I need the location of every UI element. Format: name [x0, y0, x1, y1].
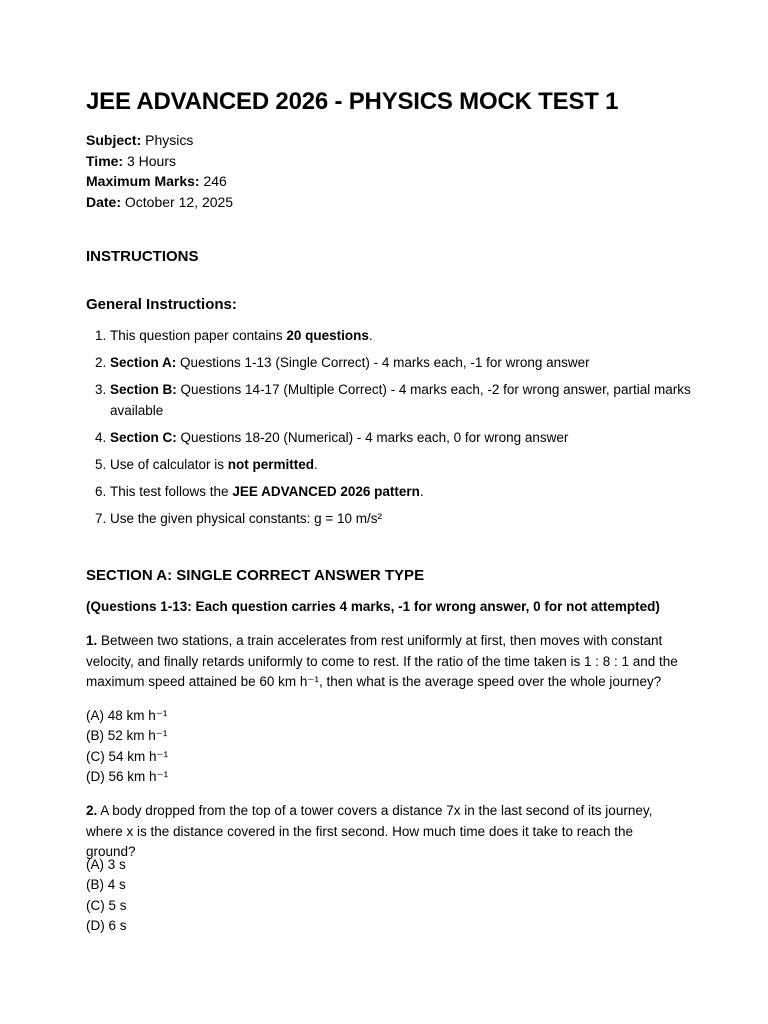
option-c: (C) 5 s	[86, 897, 127, 913]
instruction-item: 5. Use of calculator is not permitted.	[110, 455, 710, 476]
instruction-item: 4. Section C: Questions 18-20 (Numerical) - 4 marks each, 0 for wrong answer	[110, 428, 710, 449]
meta-time	[86, 151, 176, 171]
meta-time-label: Time:	[86, 152, 124, 169]
meta-subject-value: Physics	[141, 132, 194, 148]
instruction-item: 7. Use the given physical constants: g = 10 m/s²	[110, 509, 710, 530]
instruction-item: 1. This question paper contains 20 questions.	[110, 326, 710, 347]
instruction-item: 2. Section A: Questions 1-13 (Single Correct) - 4 marks each, -1 for wrong answer	[110, 353, 710, 374]
option-a: (A) 48 km h⁻¹	[86, 708, 168, 723]
meta-marks	[86, 171, 227, 191]
instruction-item: 3. Section B: Questions 14-17 (Multiple Correct) - 4 marks each, -2 for wrong answer, partial marks available	[110, 380, 710, 421]
question-text: A body dropped from the top of a tower covers a distance 7x in the last second of its journey, where x is the distance covered in the first second. How much time does it take to reach the ground?	[86, 803, 653, 859]
option-d: (D) 56 km h⁻¹	[86, 768, 169, 784]
option-a: (A) 3 s	[86, 857, 126, 872]
page-title: JEE ADVANCED 2026 - PHYSICS MOCK TEST 1	[86, 88, 619, 115]
question-1-options	[86, 706, 168, 787]
general-instructions-heading: General Instructions:	[86, 296, 237, 313]
question-2-options	[86, 855, 127, 936]
meta-date-label: Date:	[86, 193, 122, 210]
instructions-list	[86, 326, 710, 536]
instructions-heading: INSTRUCTIONS	[86, 248, 199, 265]
question-2	[86, 801, 682, 863]
question-text: Between two stations, a train accelerates from rest uniformly at first, then moves with constant velocity, and finally retards uniformly to come to rest. If the ratio of the time taken is 1 : 8 : 1 and the maximum speed attained be 60 km h⁻¹, then what is the average speed over the whole journey?	[86, 633, 678, 689]
option-b: (B) 4 s	[86, 877, 126, 893]
option-d: (D) 6 s	[86, 917, 127, 933]
meta-time-value: 3 Hours	[123, 152, 177, 169]
question-number: 1.	[86, 633, 98, 648]
meta-subject	[86, 130, 193, 150]
question-1	[86, 631, 682, 693]
meta-marks-label: Maximum Marks:	[86, 173, 200, 189]
meta-marks-value: 246	[199, 173, 227, 189]
meta-date-value: October 12, 2025	[121, 193, 234, 210]
section-a-heading: SECTION A: SINGLE CORRECT ANSWER TYPE	[86, 567, 425, 584]
section-a-note: (Questions 1-13: Each question carries 4 marks, -1 for wrong answer, 0 for not attempted)	[86, 599, 660, 614]
meta-subject-label: Subject:	[86, 132, 142, 148]
question-number: 2.	[86, 803, 98, 818]
meta-date	[86, 192, 233, 212]
option-b: (B) 52 km h⁻¹	[86, 728, 168, 744]
option-c: (C) 54 km h⁻¹	[86, 748, 169, 764]
instruction-item: 6. This test follows the JEE ADVANCED 2026 pattern.	[110, 482, 710, 503]
